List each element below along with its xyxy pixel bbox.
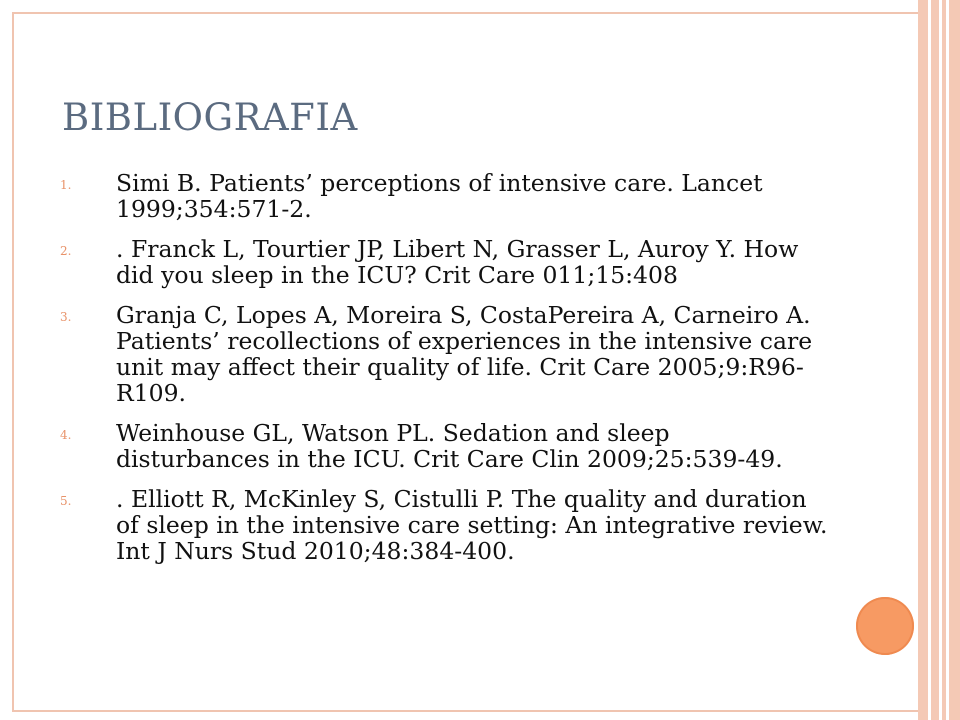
reference-number: 2. <box>60 244 72 258</box>
reference-number: 3. <box>60 310 72 324</box>
reference-number: 1. <box>60 178 72 192</box>
reference-item <box>60 486 830 564</box>
stripe <box>918 0 928 720</box>
reference-text: . Elliott R, McKinley S, Cistulli P. The quality and duration of sleep in the intensive care setting: An integrative review. Int J Nurs Stud 2010;48:384-400. <box>116 485 828 565</box>
reference-number: 4. <box>60 428 72 442</box>
reference-text: Simi B. Patients’ perceptions of intensive care. Lancet 1999;354:571-2. <box>116 169 763 223</box>
reference-item <box>60 236 830 288</box>
reference-item <box>60 302 830 406</box>
reference-number: 5. <box>60 494 72 508</box>
stripe <box>931 0 939 720</box>
reference-text: Weinhouse GL, Watson PL. Sedation and sleep disturbances in the ICU. Crit Care Clin 2009;25:539-49. <box>116 419 783 473</box>
decorative-stripes <box>918 0 960 720</box>
reference-text: Granja C, Lopes A, Moreira S, CostaPereira A, Carneiro A. Patients’ recollections of experiences in the intensive care unit may affect their quality of life. Crit Care 2005;9:R96-R109. <box>116 301 813 407</box>
reference-item <box>60 170 830 222</box>
reference-item <box>60 420 830 472</box>
reference-text: . Franck L, Tourtier JP, Libert N, Grasser L, Auroy Y. How did you sleep in the ICU? Crit Care 011;15:408 <box>116 235 799 289</box>
stripe <box>949 0 960 720</box>
slide-title: BIBLIOGRAFIA <box>62 96 358 139</box>
reference-list <box>60 170 830 578</box>
accent-circle <box>856 597 914 655</box>
